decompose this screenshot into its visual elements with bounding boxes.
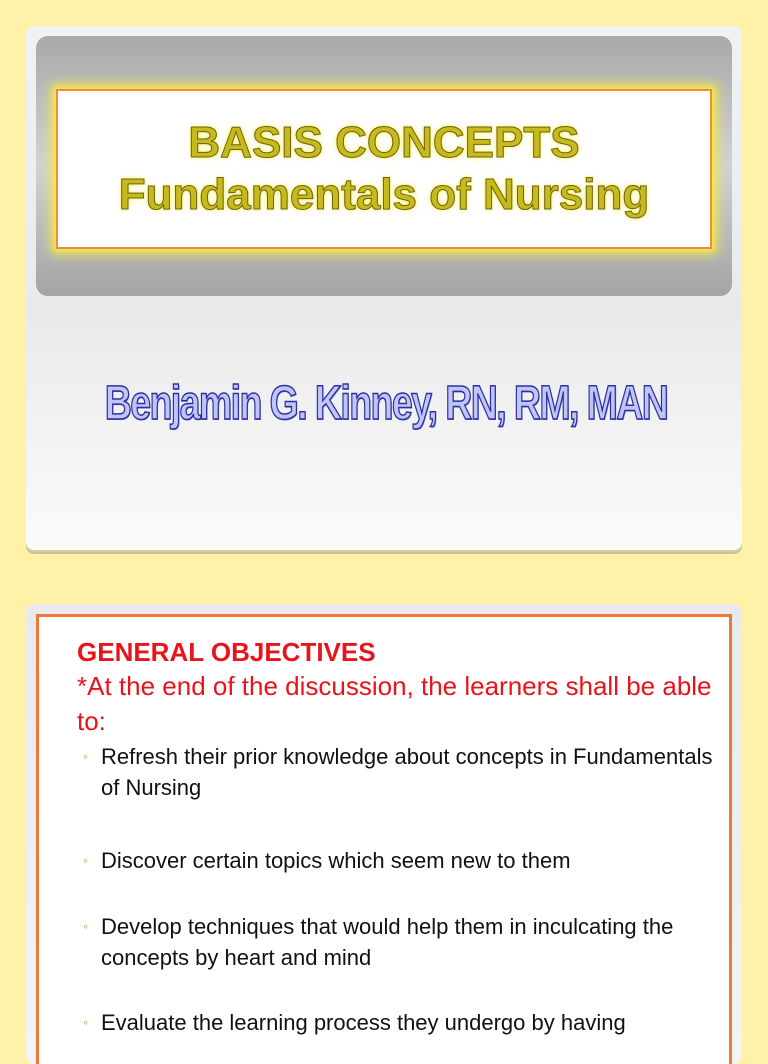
objectives-slide bbox=[26, 604, 742, 1064]
author-name: Benjamin G. Kinney, RN, RM, MAN bbox=[104, 377, 668, 430]
objective-text: Evaluate the learning process they undergo by having bbox=[101, 1010, 626, 1035]
objectives-list bbox=[77, 741, 717, 1064]
slide-title-line-2: Fundamentals of Nursing bbox=[118, 170, 650, 219]
objective-item bbox=[77, 1007, 717, 1064]
objectives-heading: GENERAL OBJECTIVES bbox=[77, 637, 376, 667]
objective-item bbox=[77, 911, 717, 1007]
objective-item bbox=[77, 845, 717, 911]
objective-text: Discover certain topics which seem new to them bbox=[101, 848, 571, 873]
bullet-circle-icon: ◦ bbox=[83, 748, 88, 764]
bullet-circle-icon: ◦ bbox=[83, 918, 88, 934]
title-box bbox=[56, 89, 712, 249]
objective-item bbox=[77, 741, 717, 845]
bullet-circle-icon: ◦ bbox=[83, 1014, 88, 1030]
objectives-content-box bbox=[36, 614, 732, 1064]
objective-text: Develop techniques that would help them in inculcating the concepts by heart and mind bbox=[101, 914, 674, 970]
bullet-circle-icon: ◦ bbox=[83, 852, 88, 868]
objectives-intro: *At the end of the discussion, the learners shall be able to: bbox=[77, 671, 712, 736]
title-slide bbox=[26, 26, 742, 550]
slide-title-line-1: BASIS CONCEPTS bbox=[188, 118, 580, 167]
objective-text: Refresh their prior knowledge about concepts in Fundamentals of Nursing bbox=[101, 744, 713, 800]
